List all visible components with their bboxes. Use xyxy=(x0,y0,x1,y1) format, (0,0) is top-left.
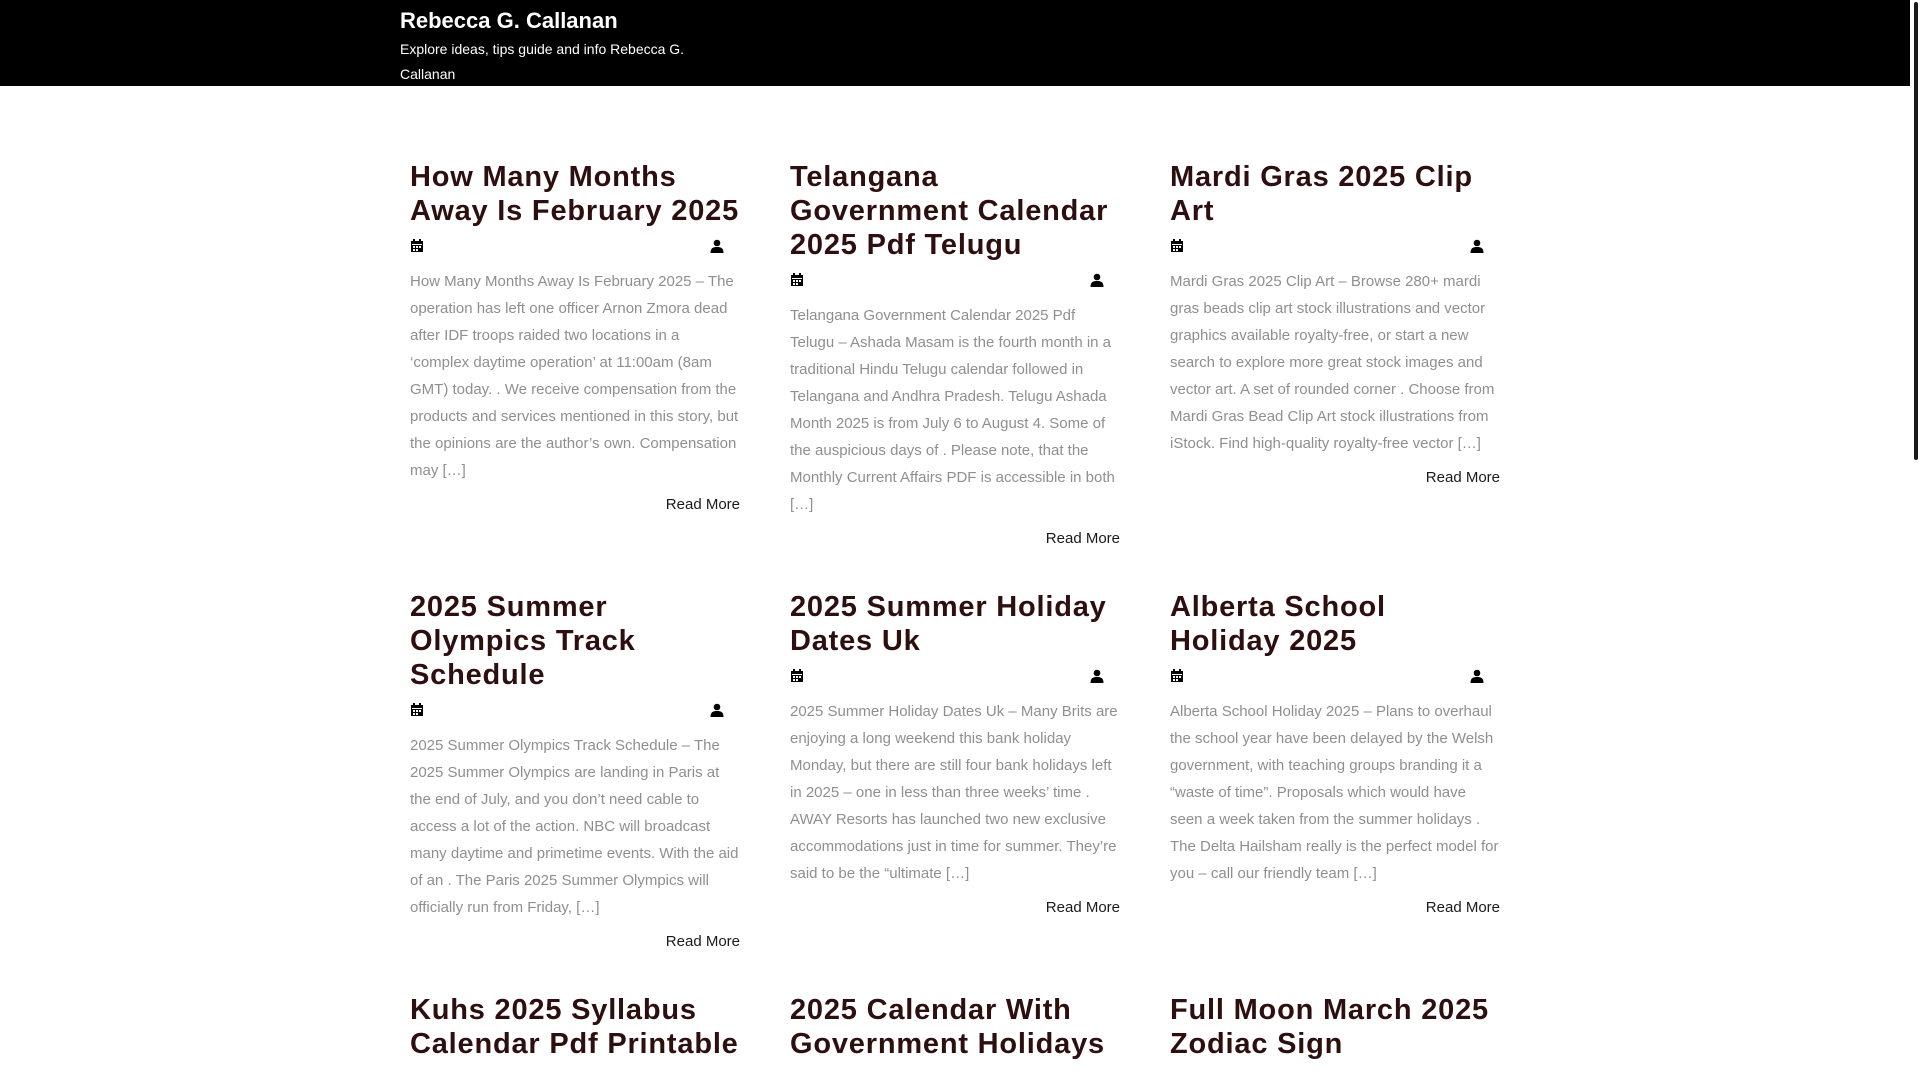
post-title-link[interactable]: How Many Months Away Is February 2025 xyxy=(410,161,740,227)
post-card xyxy=(790,160,1120,548)
user-icon xyxy=(1090,273,1104,287)
post-card xyxy=(790,590,1120,951)
user-icon xyxy=(1470,239,1484,253)
scrollbar-thumb[interactable] xyxy=(1914,2,1918,460)
post-title-link[interactable]: 2025 Summer Olympics Track Schedule xyxy=(410,591,636,691)
post-excerpt: 2025 Summer Olympics Track Schedule – The 2025 Summer Olympics are landing in Paris at the end of July, and you don’t need cable to access a lot of the action. NBC will broadcast many daytime and primetime events. With the aid of an . The Paris 2025 Summer Olympics will officially run from Friday, […] xyxy=(410,737,739,916)
post-meta xyxy=(1170,236,1500,256)
user-icon xyxy=(710,703,724,717)
post-meta xyxy=(790,270,1120,290)
post-excerpt: Mardi Gras 2025 Clip Art – Browse 280+ mardi gras beads clip art stock illustrations and vector graphics available royalty-free, or start a new search to explore more great stock images and vector art. A set of rounded corner . Choose from Mardi Gras Bead Clip Art stock illustrations from iStock. Find high-quality royalty-free vector […] xyxy=(1170,273,1495,452)
user-icon xyxy=(1090,669,1104,683)
user-icon xyxy=(710,239,724,253)
post-title-link[interactable]: 2025 Summer Holiday Dates Uk xyxy=(790,591,1107,657)
user-icon xyxy=(1470,669,1484,683)
read-more-link[interactable]: Read More xyxy=(1045,530,1120,547)
read-more-link[interactable]: Read More xyxy=(1045,899,1120,916)
calendar-icon xyxy=(790,273,804,287)
post-title-link[interactable]: Kuhs 2025 Syllabus Calendar Pdf Printable xyxy=(410,994,739,1060)
calendar-icon xyxy=(1170,669,1184,683)
read-more-link[interactable]: Read More xyxy=(1425,899,1500,916)
post-excerpt: Telangana Government Calendar 2025 Pdf Telugu – Ashada Masam is the fourth month in a traditional Hindu Telugu calendar followed in Telangana and Andhra Pradesh. Telugu Ashada Month 2025 is from July 6 to August 4. Some of the auspicious days of . Please note, that the Monthly Current Affairs PDF is accessible in both […] xyxy=(790,307,1115,513)
post-meta xyxy=(410,236,740,256)
calendar-icon xyxy=(410,703,424,717)
post-card xyxy=(1170,160,1500,548)
post-title-link[interactable]: 2025 Calendar With Government Holidays xyxy=(790,994,1105,1060)
post-excerpt: How Many Months Away Is February 2025 – The operation has left one officer Arnon Zmora dead after IDF troops raided two locations in a ‘complex daytime operation’ at 11:00am (8am GMT) today. . We receive compensation from the products and services mentioned in this story, but the opinions are the author’s own. Compensation may […] xyxy=(410,273,739,479)
post-card xyxy=(410,160,740,548)
site-description: Explore ideas, tips guide and info Rebecca G. Callanan xyxy=(400,41,685,82)
post-card xyxy=(1170,993,1500,1061)
site-header xyxy=(0,0,1910,86)
post-card xyxy=(410,590,740,951)
post-title-link[interactable]: Alberta School Holiday 2025 xyxy=(1170,591,1386,657)
read-more-link[interactable]: Read More xyxy=(1425,469,1500,486)
calendar-icon xyxy=(1170,239,1184,253)
post-card xyxy=(410,993,740,1061)
post-meta xyxy=(1170,666,1500,686)
post-card xyxy=(1170,590,1500,951)
read-more-link[interactable]: Read More xyxy=(665,496,740,513)
post-excerpt: 2025 Summer Holiday Dates Uk – Many Brits are enjoying a long weekend this bank holiday Monday, but there are still four bank holidays left in 2025 – one in less than three weeks’ time . AWAY Resorts has launched two new exclusive accommodations just in time for summer. They’re said to be the “ultimate […] xyxy=(790,703,1118,882)
scrollbar[interactable] xyxy=(1910,0,1920,1080)
post-title-link[interactable]: Mardi Gras 2025 Clip Art xyxy=(1170,161,1473,227)
calendar-icon xyxy=(410,239,424,253)
post-excerpt: Alberta School Holiday 2025 – Plans to overhaul the school year have been delayed by the Welsh government, with teaching groups branding it a “waste of time”. Proposals which would have seen a week taken from the summer holidays . The Delta Hailsham really is the perfect model for you – call our friendly team […] xyxy=(1170,703,1499,882)
post-grid xyxy=(410,160,1500,1080)
post-title-link[interactable]: Telangana Government Calendar 2025 Pdf Telugu xyxy=(790,161,1109,261)
calendar-icon xyxy=(790,669,804,683)
post-meta xyxy=(410,700,740,720)
post-card xyxy=(790,993,1120,1061)
post-title-link[interactable]: Full Moon March 2025 Zodiac Sign xyxy=(1170,994,1489,1060)
site-title-link[interactable]: Rebecca G. Callanan xyxy=(400,8,618,33)
post-meta xyxy=(790,666,1120,686)
read-more-link[interactable]: Read More xyxy=(665,933,740,950)
